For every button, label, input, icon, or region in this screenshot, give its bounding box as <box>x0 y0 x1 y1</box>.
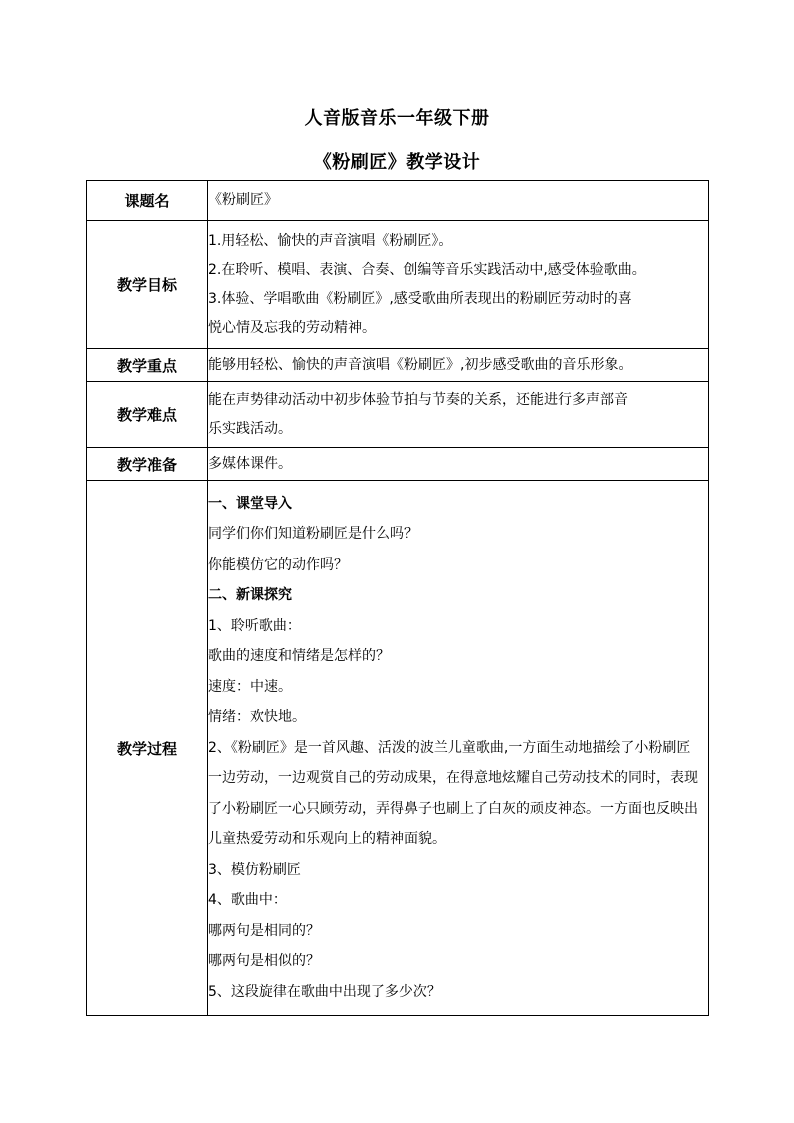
process-line: 了小粉刷匠一心只顾劳动，弄得鼻子也刷上了白灰的顽皮神态。一方面也反映出 <box>208 800 698 817</box>
lesson-plan-table <box>86 180 709 1016</box>
process-line: 歌曲的速度和情绪是怎样的？ <box>208 648 390 665</box>
process-line: 你能模仿它的动作吗？ <box>208 556 348 573</box>
process-line: 儿童热爱劳动和乐观向上的精神面貌。 <box>208 831 446 848</box>
goal-line: 悦心情及忘我的劳动精神。 <box>208 319 376 336</box>
value-goals <box>208 221 709 349</box>
value-prep <box>208 448 709 481</box>
table-row-difficulty <box>87 382 709 448</box>
label-process: 教学过程 <box>87 481 208 1016</box>
table-row-process <box>87 481 709 1016</box>
process-line: 2、《粉刷匠》是一首风趣、活泼的波兰儿童歌曲,一方面生动地描绘了小粉刷匠 <box>208 739 691 756</box>
process-line: 1、聆听歌曲： <box>208 617 301 634</box>
value-process <box>208 481 709 1016</box>
goal-line: 1.用轻松、愉快的声音演唱《粉刷匠》。 <box>208 232 453 249</box>
table-row-topic <box>87 181 709 221</box>
prep-text: 多媒体课件。 <box>208 455 292 472</box>
value-difficulty <box>208 382 709 448</box>
process-line: 哪两句是相同的？ <box>208 922 320 939</box>
process-line: 5、这段旋律在歌曲中出现了多少次？ <box>208 983 441 1000</box>
topic-text: 《粉刷匠》 <box>208 192 278 208</box>
section-heading: 二、新课探究 <box>208 587 292 604</box>
goal-line: 2.在聆听、模唱、表演、合奏、创编等音乐实践活动中,感受体验歌曲。 <box>208 261 646 278</box>
value-topic <box>208 181 709 221</box>
process-line: 4、歌曲中： <box>208 892 287 909</box>
process-line: 同学们你们知道粉刷匠是什么吗？ <box>208 526 418 543</box>
table-row-prep <box>87 448 709 481</box>
label-difficulty: 教学难点 <box>87 382 208 448</box>
document-subtitle: 《粉刷匠》教学设计 <box>313 152 481 173</box>
table-row-key <box>87 349 709 382</box>
difficulty-line: 乐实践活动。 <box>208 420 292 437</box>
process-line: 哪两句是相似的？ <box>208 953 320 970</box>
label-prep: 教学准备 <box>87 448 208 481</box>
label-topic: 课题名 <box>87 181 208 221</box>
process-line: 速度：中速。 <box>208 678 292 695</box>
document-title: 人音版音乐一年级下册 <box>304 108 490 129</box>
process-line: 一边劳动，一边观赏自己的劳动成果，在得意地炫耀自己劳动技术的同时，表现 <box>208 770 698 787</box>
goal-line: 3.体验、学唱歌曲《粉刷匠》,感受歌曲所表现出的粉刷匠劳动时的喜 <box>208 290 632 307</box>
difficulty-line: 能在声势律动活动中初步体验节拍与节奏的关系，还能进行多声部音 <box>208 391 628 408</box>
process-line: 3、模仿粉刷匠 <box>208 861 301 878</box>
value-key <box>208 349 709 382</box>
table-row-goals <box>87 221 709 349</box>
key-text: 能够用轻松、愉快的声音演唱《粉刷匠》,初步感受歌曲的音乐形象。 <box>208 356 633 373</box>
label-goals: 教学目标 <box>87 221 208 349</box>
label-key: 教学重点 <box>87 349 208 382</box>
process-line: 情绪：欢快地。 <box>208 709 306 726</box>
section-heading: 一、课堂导入 <box>208 495 292 512</box>
